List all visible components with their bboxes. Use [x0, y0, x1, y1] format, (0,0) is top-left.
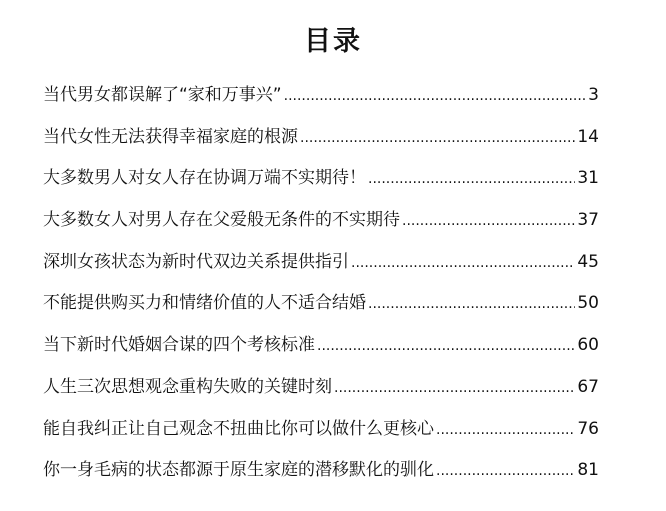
- toc-dot-leader: [317, 331, 575, 361]
- toc-entry: [43, 247, 599, 289]
- toc-entry-title: 能自我纠正让自己观念不扭曲比你可以做什么更核心: [43, 418, 434, 439]
- toc-list: [43, 80, 599, 497]
- toc-entry-page-number: 60: [577, 335, 599, 356]
- toc-dot-leader: [300, 123, 575, 153]
- page-title: 目录: [304, 26, 362, 57]
- toc-dot-leader: [351, 248, 575, 278]
- toc-dot-leader: [334, 373, 575, 403]
- toc-entry-page-number: 14: [577, 126, 599, 147]
- toc-dot-leader: [368, 289, 575, 319]
- toc-entry-title: 你一身毛病的状态都源于原生家庭的潜移默化的驯化: [43, 460, 434, 481]
- toc-entry: [43, 80, 599, 122]
- toc-entry-title: 当下新时代婚姻合谋的四个考核标准: [43, 335, 315, 356]
- toc-entry: [43, 455, 599, 497]
- toc-entry-page-number: 3: [588, 85, 599, 105]
- toc-entry-title: 当代男女都误解了“家和万事兴”: [43, 85, 282, 105]
- toc-entry-page-number: 45: [577, 251, 599, 272]
- toc-entry-page-number: 76: [577, 418, 599, 439]
- toc-entry: [43, 414, 599, 456]
- toc-entry-page-number: 67: [577, 376, 599, 397]
- toc-entry: [43, 205, 599, 247]
- toc-entry-title: 深圳女孩状态为新时代双边关系提供指引: [43, 251, 349, 272]
- toc-entry-page-number: 31: [577, 168, 599, 189]
- toc-dot-leader: [368, 164, 575, 194]
- toc-entry: [43, 163, 599, 205]
- toc-dot-leader: [436, 415, 575, 445]
- toc-dot-leader: [284, 81, 587, 111]
- toc-entry-title: 大多数女人对男人存在父爱般无条件的不实期待: [43, 210, 400, 231]
- toc-entry-title: 大多数男人对女人存在协调万端不实期待！: [43, 168, 366, 189]
- toc-entry: [43, 122, 599, 164]
- toc-entry-title: 人生三次思想观念重构失败的关键时刻: [43, 376, 332, 397]
- toc-entry: [43, 288, 599, 330]
- toc-entry: [43, 372, 599, 414]
- toc-dot-leader: [402, 206, 575, 236]
- toc-entry-title: 当代女性无法获得幸福家庭的根源: [43, 126, 298, 147]
- toc-entry-page-number: 37: [577, 210, 599, 231]
- toc-dot-leader: [436, 456, 575, 486]
- toc-entry-title: 不能提供购买力和情绪价值的人不适合结婚: [43, 293, 366, 314]
- toc-entry: [43, 330, 599, 372]
- toc-entry-page-number: 50: [577, 293, 599, 314]
- toc-entry-page-number: 81: [577, 460, 599, 481]
